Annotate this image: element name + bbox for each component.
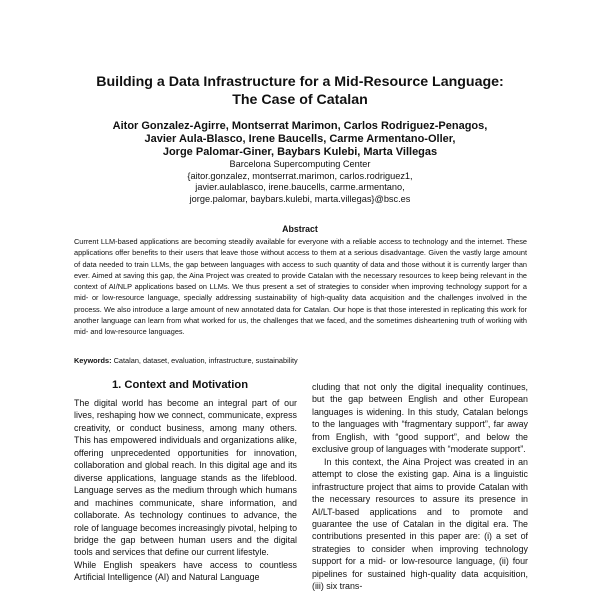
authors-line-1: Aitor Gonzalez-Agirre, Montserrat Marimon, Carlos Rodriguez-Penagos, bbox=[112, 120, 488, 132]
left-paragraph-1: The digital world has become an integral part of our lives, reshaping how we connect, communicate, express creativity, or conduct business, among many others. This has empowered individuals and organizations alike, offering unprecedented opportunities for innovation, collaboration and global reach. In this digital age and its diverse applications, language stands as the lifeblood. Language serves as the medium through which humans and machines communicate, share information, and collaborate. As technology continues to advance, the role of language becomes increasingly pivotal, helping to bridge the gap between human users and the digital tools and services that define our current lifestyle. bbox=[74, 398, 298, 558]
left-paragraph-2: While English speakers have access to countless Artificial Intelligence (AI) and Natural Language bbox=[74, 559, 297, 583]
right-paragraph-1: cluding that not only the digital inequality continues, but the gap between English and other European languages is widening. In this study, Catalan belongs to the languages with “fragmentary support”, far away from English, with “good support”, and below the exclusive group of languages with “moderate support”. bbox=[312, 382, 528, 455]
right-column bbox=[312, 381, 528, 593]
authors-line-3: Jorge Palomar-Giner, Baybars Kulebi, Marta Villegas bbox=[162, 146, 438, 158]
keywords-text: Catalan, dataset, evaluation, infrastructure, sustainability bbox=[111, 356, 298, 365]
right-paragraph-2: In this context, the Aina Project was created in an attempt to close the existing gap. Aina is a linguistic infrastructure project that aims to provide Catalan with the necessary resources to assure its presence in AI/LT-based applications and to promote and guarantee the use of Catalan in the digital era. The contributions presented in this paper are: (i) a set of strategies to consider when improving technology support for a mid- or low-resource language, (ii) four pipelines for sustained high-quality data acquisition, (iii) six trans- bbox=[312, 456, 528, 592]
emails-line-3: jorge.palomar, baybars.kulebi, marta.villegas}@bsc.es bbox=[189, 193, 411, 204]
paper-title bbox=[60, 73, 540, 109]
left-column bbox=[74, 397, 297, 584]
keywords bbox=[74, 355, 527, 366]
affiliation: Barcelona Supercomputing Center bbox=[229, 159, 371, 169]
emails-line-2: javier.aulablasco, irene.baucells, carme.armentano, bbox=[195, 182, 405, 193]
affiliation-block bbox=[60, 159, 540, 205]
section-heading: 1. Context and Motivation bbox=[111, 379, 249, 391]
keywords-label: Keywords: bbox=[74, 356, 112, 365]
abstract-text: Current LLM-based applications are becoming steadily available for everyone with a reliable access to technology and the internet. These applications offer benefits to their users that leave those without access to them at a serious disadvantage. Given the vastly large amount of data needed to train LLMs, the gap between languages with access to such quantity of data and those without it is currently larger than ever. Aimed at saving this gap, the Aina Project was created to provide Catalan with the necessary resources to keep being relevant in the context of AI/NLP applications based on LLMs. We thus present a set of strategies to consider when improving technology support for a mid- or low-resource language, specially addressing sustainability of high-quality data acquisition and the challenges involved in the process. We also introduce a large amount of new annotated data for Catalan. Our hope is that those interested in replicating this work for another language can learn from what worked for us, the challenges that we faced, and the sometimes disheartening truth of working with mid- and low-resource languages. bbox=[74, 237, 527, 336]
authors-line-2: Javier Aula-Blasco, Irene Baucells, Carme Armentano-Oller, bbox=[144, 133, 456, 145]
title-line-1: Building a Data Infrastructure for a Mid-Resource Language: bbox=[96, 74, 504, 90]
author-list bbox=[60, 120, 540, 159]
abstract-heading: Abstract bbox=[282, 224, 318, 234]
title-line-2: The Case of Catalan bbox=[232, 92, 368, 108]
emails-line-1: {aitor.gonzalez, montserrat.marimon, carlos.rodriguez1, bbox=[187, 170, 413, 181]
